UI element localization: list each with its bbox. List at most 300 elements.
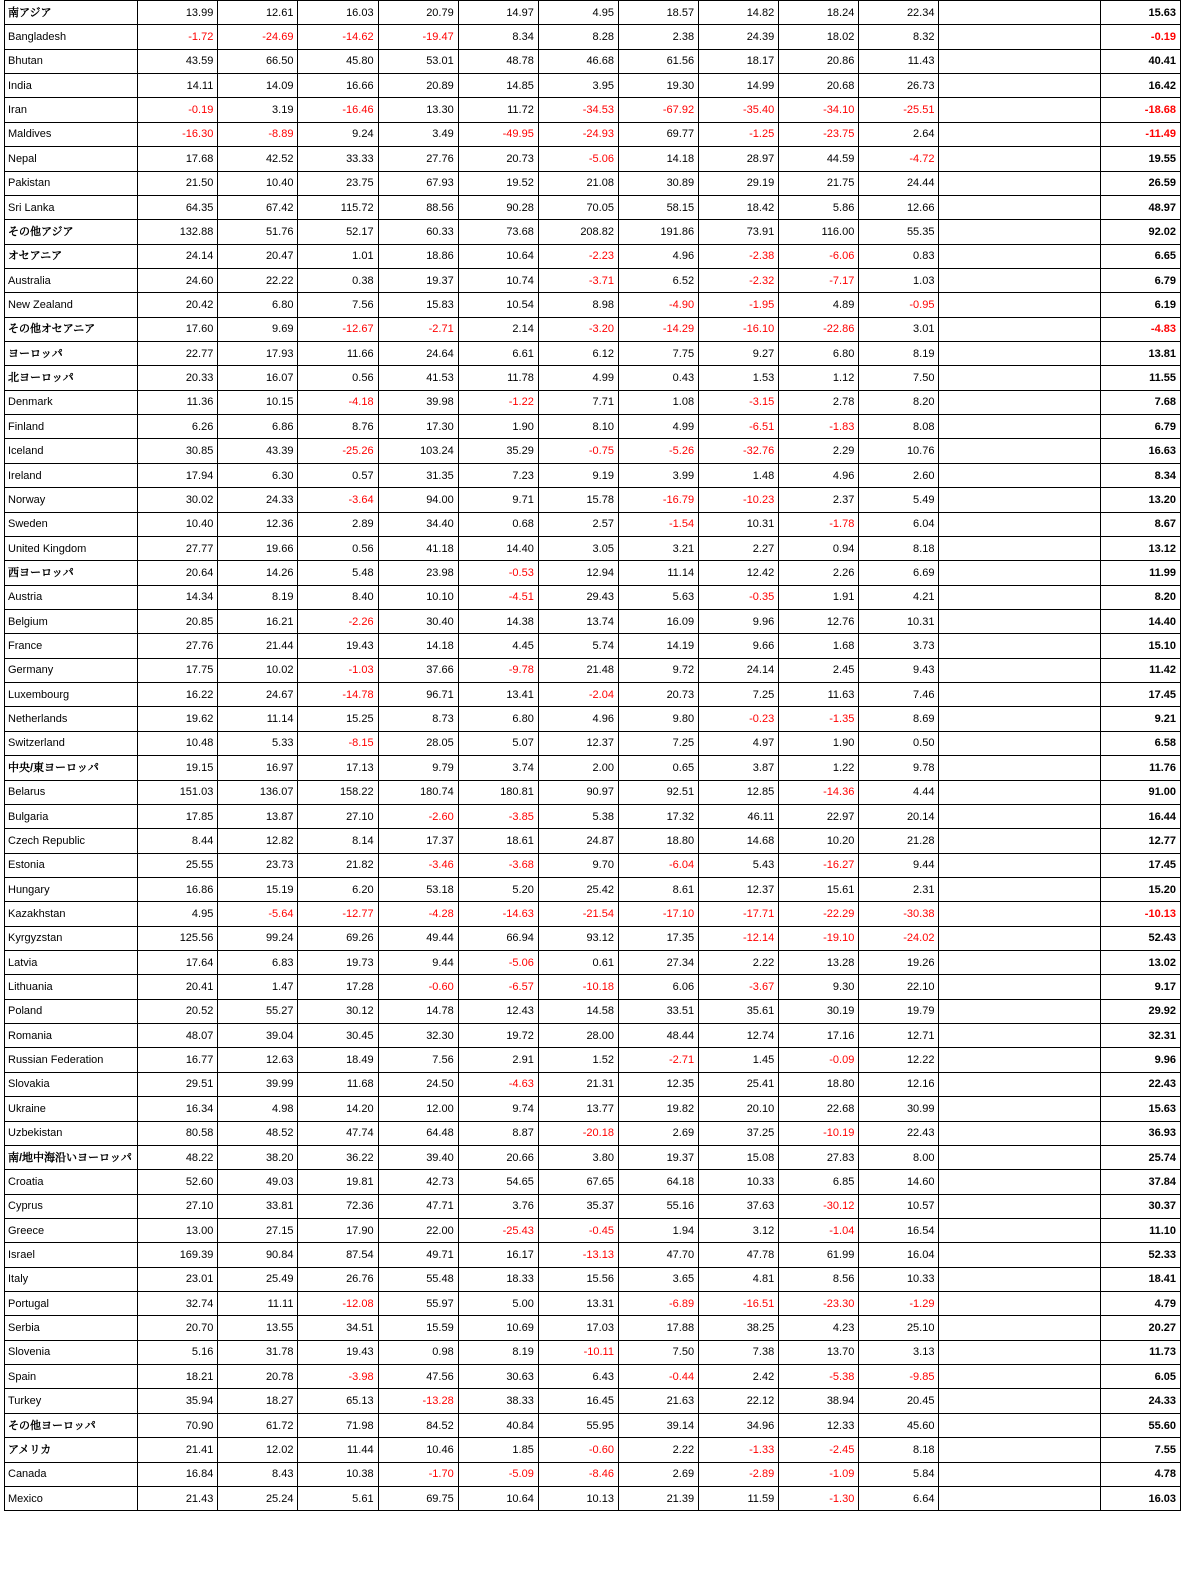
value-cell: 29.19 — [699, 171, 779, 195]
value-cell: 19.72 — [458, 1024, 538, 1048]
value-cell: 9.66 — [699, 634, 779, 658]
average-cell: -10.13 — [1100, 902, 1180, 926]
value-cell: -1.83 — [779, 415, 859, 439]
value-cell: 18.17 — [699, 49, 779, 73]
value-cell: -1.09 — [779, 1462, 859, 1486]
value-cell: 21.63 — [618, 1389, 698, 1413]
value-cell: 10.74 — [458, 268, 538, 292]
value-cell: 12.36 — [218, 512, 298, 536]
value-cell: 20.64 — [138, 561, 218, 585]
value-cell: 9.72 — [618, 658, 698, 682]
empty-cell — [939, 926, 1100, 950]
value-cell: 1.12 — [779, 366, 859, 390]
value-cell: 35.37 — [538, 1194, 618, 1218]
value-cell: 22.10 — [859, 975, 939, 999]
region-row — [5, 1438, 1181, 1462]
value-cell: 10.48 — [138, 731, 218, 755]
value-cell: 30.85 — [138, 439, 218, 463]
empty-cell — [939, 463, 1100, 487]
value-cell: -1.29 — [859, 1292, 939, 1316]
country-row — [5, 1072, 1181, 1096]
empty-cell — [939, 439, 1100, 463]
row-label: Luxembourg — [5, 683, 138, 707]
value-cell: 6.69 — [859, 561, 939, 585]
value-cell: -67.92 — [618, 98, 698, 122]
value-cell: 7.25 — [699, 683, 779, 707]
value-cell: 14.09 — [218, 74, 298, 98]
average-cell: 6.79 — [1100, 268, 1180, 292]
empty-cell — [939, 780, 1100, 804]
value-cell: -16.10 — [699, 317, 779, 341]
value-cell: -24.02 — [859, 926, 939, 950]
value-cell: -1.35 — [779, 707, 859, 731]
value-cell: -3.71 — [538, 268, 618, 292]
value-cell: 24.60 — [138, 268, 218, 292]
value-cell: 18.02 — [779, 25, 859, 49]
value-cell: 37.25 — [699, 1121, 779, 1145]
value-cell: 33.33 — [298, 147, 378, 171]
value-cell: 23.98 — [378, 561, 458, 585]
value-cell: -3.67 — [699, 975, 779, 999]
value-cell: 96.71 — [378, 683, 458, 707]
value-cell: -12.08 — [298, 1292, 378, 1316]
row-label: Canada — [5, 1462, 138, 1486]
average-cell: 55.60 — [1100, 1413, 1180, 1437]
value-cell: 15.56 — [538, 1267, 618, 1291]
value-cell: 24.44 — [859, 171, 939, 195]
average-cell: 30.37 — [1100, 1194, 1180, 1218]
value-cell: 9.74 — [458, 1097, 538, 1121]
empty-cell — [939, 293, 1100, 317]
value-cell: 12.42 — [699, 561, 779, 585]
value-cell: -2.32 — [699, 268, 779, 292]
row-label: 南/地中海沿いヨーロッパ — [5, 1145, 138, 1169]
value-cell: 13.28 — [779, 951, 859, 975]
value-cell: -25.26 — [298, 439, 378, 463]
value-cell: 2.64 — [859, 122, 939, 146]
value-cell: -30.12 — [779, 1194, 859, 1218]
value-cell: 1.01 — [298, 244, 378, 268]
average-cell: 32.31 — [1100, 1024, 1180, 1048]
value-cell: -0.60 — [538, 1438, 618, 1462]
value-cell: 9.96 — [699, 609, 779, 633]
country-row — [5, 707, 1181, 731]
value-cell: 22.97 — [779, 804, 859, 828]
empty-cell — [939, 585, 1100, 609]
value-cell: 14.85 — [458, 74, 538, 98]
value-cell: 4.21 — [859, 585, 939, 609]
country-row — [5, 634, 1181, 658]
average-cell: 16.03 — [1100, 1486, 1180, 1510]
value-cell: 10.33 — [699, 1170, 779, 1194]
value-cell: 38.25 — [699, 1316, 779, 1340]
empty-cell — [939, 1340, 1100, 1364]
value-cell: 67.65 — [538, 1170, 618, 1194]
value-cell: 2.60 — [859, 463, 939, 487]
country-row — [5, 1097, 1181, 1121]
country-row — [5, 268, 1181, 292]
value-cell: 3.74 — [458, 756, 538, 780]
value-cell: 2.57 — [538, 512, 618, 536]
average-cell: 7.55 — [1100, 1438, 1180, 1462]
value-cell: -3.46 — [378, 853, 458, 877]
value-cell: 8.18 — [859, 536, 939, 560]
average-cell: -18.68 — [1100, 98, 1180, 122]
value-cell: 7.25 — [618, 731, 698, 755]
value-cell: 61.99 — [779, 1243, 859, 1267]
value-cell: -35.40 — [699, 98, 779, 122]
value-cell: 12.43 — [458, 999, 538, 1023]
value-cell: 2.45 — [779, 658, 859, 682]
value-cell: 2.29 — [779, 439, 859, 463]
empty-cell — [939, 366, 1100, 390]
value-cell: 6.06 — [618, 975, 698, 999]
region-row — [5, 1145, 1181, 1169]
value-cell: 23.75 — [298, 171, 378, 195]
value-cell: 64.35 — [138, 195, 218, 219]
empty-cell — [939, 951, 1100, 975]
value-cell: 16.86 — [138, 877, 218, 901]
country-row — [5, 853, 1181, 877]
value-cell: -16.51 — [699, 1292, 779, 1316]
value-cell: -4.90 — [618, 293, 698, 317]
value-cell: 8.20 — [859, 390, 939, 414]
value-cell: -2.71 — [378, 317, 458, 341]
value-cell: 12.16 — [859, 1072, 939, 1096]
value-cell: 13.70 — [779, 1340, 859, 1364]
value-cell: 14.82 — [699, 1, 779, 25]
value-cell: 10.31 — [699, 512, 779, 536]
value-cell: 17.28 — [298, 975, 378, 999]
value-cell: 19.43 — [298, 634, 378, 658]
country-row — [5, 731, 1181, 755]
value-cell: 5.20 — [458, 877, 538, 901]
value-cell: 90.28 — [458, 195, 538, 219]
value-cell: 17.93 — [218, 342, 298, 366]
average-cell: 6.79 — [1100, 415, 1180, 439]
country-row — [5, 1267, 1181, 1291]
country-row — [5, 780, 1181, 804]
row-label: Maldives — [5, 122, 138, 146]
value-cell: 0.56 — [298, 536, 378, 560]
value-cell: 41.18 — [378, 536, 458, 560]
value-cell: 7.46 — [859, 683, 939, 707]
value-cell: -10.18 — [538, 975, 618, 999]
average-cell: 11.76 — [1100, 756, 1180, 780]
value-cell: 21.41 — [138, 1438, 218, 1462]
value-cell: 8.00 — [859, 1145, 939, 1169]
value-cell: 3.87 — [699, 756, 779, 780]
average-cell: 9.96 — [1100, 1048, 1180, 1072]
value-cell: 24.33 — [218, 488, 298, 512]
value-cell: -14.36 — [779, 780, 859, 804]
country-row — [5, 951, 1181, 975]
country-row — [5, 804, 1181, 828]
empty-cell — [939, 268, 1100, 292]
row-label: Kazakhstan — [5, 902, 138, 926]
value-cell: 23.73 — [218, 853, 298, 877]
value-cell: 4.44 — [859, 780, 939, 804]
value-cell: 2.38 — [618, 25, 698, 49]
value-cell: 39.04 — [218, 1024, 298, 1048]
value-cell: 5.49 — [859, 488, 939, 512]
value-cell: 12.02 — [218, 1438, 298, 1462]
region-row — [5, 317, 1181, 341]
value-cell: 2.69 — [618, 1462, 698, 1486]
value-cell: 0.83 — [859, 244, 939, 268]
value-cell: 20.89 — [378, 74, 458, 98]
empty-cell — [939, 147, 1100, 171]
value-cell: -6.06 — [779, 244, 859, 268]
value-cell: 17.03 — [538, 1316, 618, 1340]
country-row — [5, 683, 1181, 707]
value-cell: 0.61 — [538, 951, 618, 975]
value-cell: -1.78 — [779, 512, 859, 536]
value-cell: 27.83 — [779, 1145, 859, 1169]
country-row — [5, 1048, 1181, 1072]
country-row — [5, 926, 1181, 950]
empty-cell — [939, 1194, 1100, 1218]
value-cell: 0.94 — [779, 536, 859, 560]
empty-cell — [939, 49, 1100, 73]
value-cell: 25.49 — [218, 1267, 298, 1291]
value-cell: 69.26 — [298, 926, 378, 950]
average-cell: 16.63 — [1100, 439, 1180, 463]
value-cell: 67.42 — [218, 195, 298, 219]
value-cell: 4.95 — [538, 1, 618, 25]
value-cell: 9.69 — [218, 317, 298, 341]
value-cell: 10.13 — [538, 1486, 618, 1510]
average-cell: 11.42 — [1100, 658, 1180, 682]
value-cell: -0.23 — [699, 707, 779, 731]
empty-cell — [939, 342, 1100, 366]
value-cell: 15.08 — [699, 1145, 779, 1169]
value-cell: 70.05 — [538, 195, 618, 219]
value-cell: 18.21 — [138, 1365, 218, 1389]
value-cell: -6.57 — [458, 975, 538, 999]
value-cell: 5.63 — [618, 585, 698, 609]
average-cell: 92.02 — [1100, 220, 1180, 244]
value-cell: -2.45 — [779, 1438, 859, 1462]
value-cell: -0.19 — [138, 98, 218, 122]
value-cell: 48.07 — [138, 1024, 218, 1048]
value-cell: 19.62 — [138, 707, 218, 731]
empty-cell — [939, 877, 1100, 901]
value-cell: 40.84 — [458, 1413, 538, 1437]
value-cell: 19.15 — [138, 756, 218, 780]
row-label: Pakistan — [5, 171, 138, 195]
value-cell: 11.14 — [618, 561, 698, 585]
value-cell: 12.66 — [859, 195, 939, 219]
value-cell: 12.37 — [538, 731, 618, 755]
value-cell: 4.97 — [699, 731, 779, 755]
value-cell: 10.38 — [298, 1462, 378, 1486]
country-row — [5, 877, 1181, 901]
country-row — [5, 975, 1181, 999]
row-label: Italy — [5, 1267, 138, 1291]
value-cell: 7.50 — [859, 366, 939, 390]
value-cell: 1.47 — [218, 975, 298, 999]
country-row — [5, 1462, 1181, 1486]
empty-cell — [939, 390, 1100, 414]
value-cell: -2.23 — [538, 244, 618, 268]
value-cell: 115.72 — [298, 195, 378, 219]
value-cell: 7.56 — [298, 293, 378, 317]
row-label: 南アジア — [5, 1, 138, 25]
value-cell: 2.22 — [618, 1438, 698, 1462]
value-cell: -7.17 — [779, 268, 859, 292]
row-label: Poland — [5, 999, 138, 1023]
value-cell: 64.18 — [618, 1170, 698, 1194]
average-cell: 40.41 — [1100, 49, 1180, 73]
country-row — [5, 25, 1181, 49]
value-cell: 14.18 — [618, 147, 698, 171]
value-cell: 34.96 — [699, 1413, 779, 1437]
value-cell: 29.51 — [138, 1072, 218, 1096]
row-label: 中央/東ヨーロッパ — [5, 756, 138, 780]
value-cell: -5.06 — [458, 951, 538, 975]
value-cell: 20.86 — [779, 49, 859, 73]
value-cell: 2.22 — [699, 951, 779, 975]
value-cell: 10.15 — [218, 390, 298, 414]
value-cell: 35.29 — [458, 439, 538, 463]
value-cell: 20.42 — [138, 293, 218, 317]
value-cell: 6.80 — [779, 342, 859, 366]
value-cell: 5.16 — [138, 1340, 218, 1364]
value-cell: 9.19 — [538, 463, 618, 487]
value-cell: 20.68 — [779, 74, 859, 98]
value-cell: 12.33 — [779, 1413, 859, 1437]
row-label: India — [5, 74, 138, 98]
value-cell: -8.46 — [538, 1462, 618, 1486]
value-cell: 31.35 — [378, 463, 458, 487]
value-cell: 1.91 — [779, 585, 859, 609]
value-cell: 13.30 — [378, 98, 458, 122]
value-cell: 10.76 — [859, 439, 939, 463]
row-label: Ireland — [5, 463, 138, 487]
value-cell: -1.33 — [699, 1438, 779, 1462]
average-cell: 24.33 — [1100, 1389, 1180, 1413]
average-cell: 4.78 — [1100, 1462, 1180, 1486]
value-cell: -9.78 — [458, 658, 538, 682]
average-cell: 52.33 — [1100, 1243, 1180, 1267]
row-label: ヨーロッパ — [5, 342, 138, 366]
value-cell: -5.38 — [779, 1365, 859, 1389]
average-cell: -0.19 — [1100, 25, 1180, 49]
average-cell: 9.17 — [1100, 975, 1180, 999]
value-cell: 17.16 — [779, 1024, 859, 1048]
value-cell: 6.83 — [218, 951, 298, 975]
empty-cell — [939, 1048, 1100, 1072]
value-cell: 14.58 — [538, 999, 618, 1023]
value-cell: -0.53 — [458, 561, 538, 585]
value-cell: 0.65 — [618, 756, 698, 780]
value-cell: -1.30 — [779, 1486, 859, 1510]
value-cell: 12.71 — [859, 1024, 939, 1048]
value-cell: 14.11 — [138, 74, 218, 98]
value-cell: 8.40 — [298, 585, 378, 609]
value-cell: 8.19 — [458, 1340, 538, 1364]
value-cell: 16.54 — [859, 1218, 939, 1242]
row-label: その他オセアニア — [5, 317, 138, 341]
value-cell: 49.03 — [218, 1170, 298, 1194]
value-cell: 13.31 — [538, 1292, 618, 1316]
value-cell: 30.89 — [618, 171, 698, 195]
value-cell: 33.81 — [218, 1194, 298, 1218]
value-cell: 12.82 — [218, 829, 298, 853]
value-cell: -16.30 — [138, 122, 218, 146]
average-cell: 17.45 — [1100, 853, 1180, 877]
value-cell: 13.99 — [138, 1, 218, 25]
value-cell: 1.03 — [859, 268, 939, 292]
value-cell: 6.52 — [618, 268, 698, 292]
average-cell: 11.73 — [1100, 1340, 1180, 1364]
value-cell: 11.14 — [218, 707, 298, 731]
row-label: France — [5, 634, 138, 658]
value-cell: 52.17 — [298, 220, 378, 244]
value-cell: 22.77 — [138, 342, 218, 366]
value-cell: -3.20 — [538, 317, 618, 341]
value-cell: 21.39 — [618, 1486, 698, 1510]
country-row — [5, 658, 1181, 682]
empty-cell — [939, 999, 1100, 1023]
value-cell: 28.00 — [538, 1024, 618, 1048]
value-cell: -16.27 — [779, 853, 859, 877]
value-cell: 8.34 — [458, 25, 538, 49]
value-cell: 9.30 — [779, 975, 859, 999]
value-cell: 11.59 — [699, 1486, 779, 1510]
value-cell: 30.19 — [779, 999, 859, 1023]
value-cell: 18.80 — [779, 1072, 859, 1096]
value-cell: 47.71 — [378, 1194, 458, 1218]
value-cell: 37.63 — [699, 1194, 779, 1218]
value-cell: 71.98 — [298, 1413, 378, 1437]
row-label: Switzerland — [5, 731, 138, 755]
value-cell: -19.47 — [378, 25, 458, 49]
value-cell: 17.90 — [298, 1218, 378, 1242]
value-cell: 3.80 — [538, 1145, 618, 1169]
value-cell: 2.42 — [699, 1365, 779, 1389]
value-cell: 11.44 — [298, 1438, 378, 1462]
value-cell: 16.22 — [138, 683, 218, 707]
value-cell: 6.80 — [218, 293, 298, 317]
value-cell: 169.39 — [138, 1243, 218, 1267]
value-cell: -34.53 — [538, 98, 618, 122]
country-row — [5, 1340, 1181, 1364]
country-row — [5, 439, 1181, 463]
average-cell: 15.63 — [1100, 1097, 1180, 1121]
value-cell: 8.76 — [298, 415, 378, 439]
value-cell: 5.48 — [298, 561, 378, 585]
empty-cell — [939, 195, 1100, 219]
value-cell: -2.89 — [699, 1462, 779, 1486]
value-cell: 5.07 — [458, 731, 538, 755]
value-cell: 19.79 — [859, 999, 939, 1023]
value-cell: 27.77 — [138, 536, 218, 560]
value-cell: 20.41 — [138, 975, 218, 999]
value-cell: 22.34 — [859, 1, 939, 25]
value-cell: -5.64 — [218, 902, 298, 926]
value-cell: 7.75 — [618, 342, 698, 366]
value-cell: 8.61 — [618, 877, 698, 901]
country-row — [5, 49, 1181, 73]
region-row — [5, 756, 1181, 780]
empty-cell — [939, 1292, 1100, 1316]
value-cell: 17.30 — [378, 415, 458, 439]
average-cell: 6.58 — [1100, 731, 1180, 755]
value-cell: 1.53 — [699, 366, 779, 390]
value-cell: 19.52 — [458, 171, 538, 195]
